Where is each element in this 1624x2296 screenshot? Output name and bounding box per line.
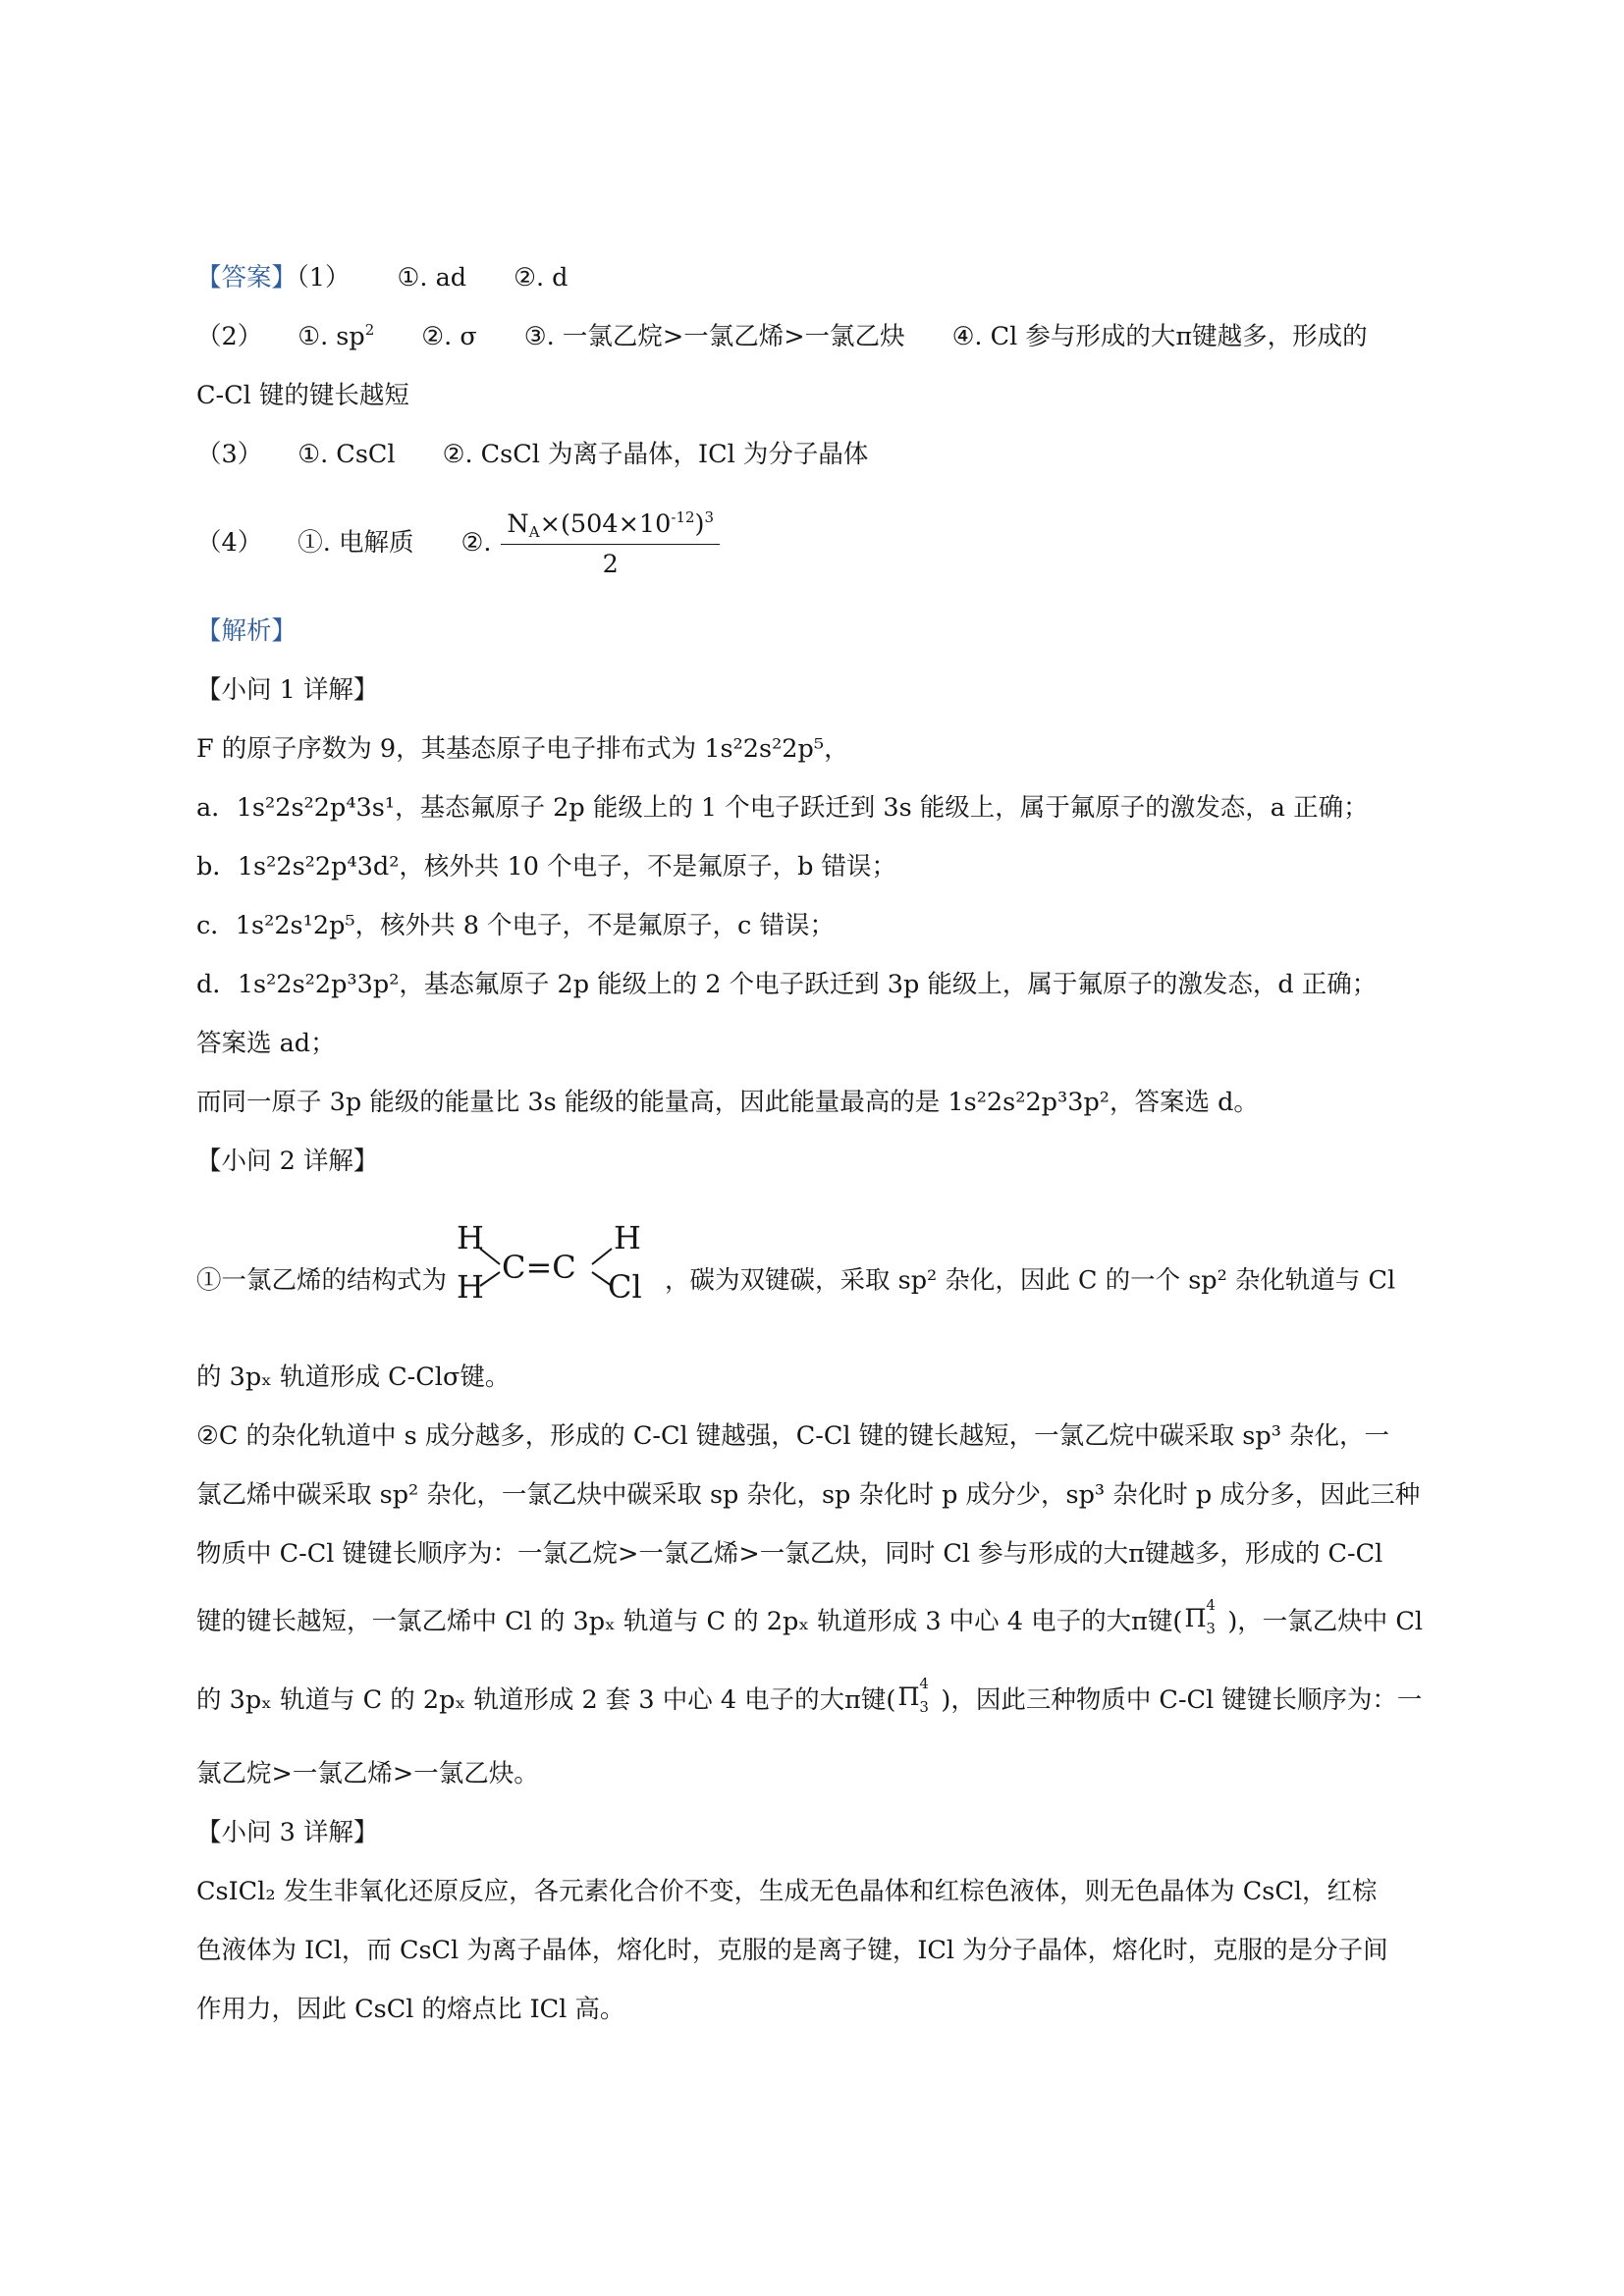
section2-title: 【小问 2 详解】 [196,1147,379,1176]
section3-title: 【小问 3 详解】 [196,1818,379,1847]
answer-q3-num: （3） [196,440,263,469]
answer-q2-line2: C-Cl 键的键长越短 [196,381,409,410]
section2-p2-line3: 物质中 C-Cl 键键长顺序为：一氯乙烷>一氯乙烯>一氯乙炔，同时 Cl 参与形成的大π键越多，形成的 C-Cl [196,1539,1383,1569]
section2-p2-line4: 键的键长越短，一氯乙烯中 Cl 的 3pₓ 轨道与 C 的 2pₓ 轨道形成 3 中心 4 电子的大π键( Π 4 3 )，一氯乙炔中 Cl [196,1596,1424,1637]
section1-option-d: d．1s²2s²2p³3p²，基态氟原子 2p 能级上的 2 个电子跃迁到 3p 能级上，属于氟原子的激发态，d 正确； [196,970,1378,999]
section1-option-b: b．1s²2s²2p⁴3d²，核外共 10 个电子，不是氟原子，b 错误； [196,852,897,881]
answer-q2-line [196,320,1368,353]
answer-q2-num: （2） [196,322,263,351]
section2-p2-line1: ②C 的杂化轨道中 s 成分越多，形成的 C-Cl 键越强，C-Cl 键的键长越短，一氯乙烷中碳采取 sp³ 杂化，一 [196,1421,1390,1451]
answer-q2-d: ④. Cl 参与形成的大π键越多，形成的 [951,322,1368,351]
section2-p2-line2: 氯乙烯中碳采取 sp² 杂化，一氯乙炔中碳采取 sp 杂化，sp 杂化时 p 成分少，sp³ 杂化时 p 成分多，因此三种 [196,1480,1421,1510]
answer-q1-b: ②. d [514,263,568,293]
answer-q1-num: （1） [297,263,351,293]
section2-p1-line2: 的 3pₓ 轨道形成 C-Clσ键。 [196,1362,511,1392]
answer-q2-c: ③. 一氯乙烷>一氯乙烯>一氯乙炔 [523,322,905,351]
vinyl-chloride-structure [453,1219,659,1344]
struct-h2: H [457,1268,484,1306]
answer-q3-line [196,438,868,471]
section2-p2-line6: 氯乙烷>一氯乙烯>一氯乙炔。 [196,1759,539,1789]
section2-p1-post: ，碳为双键碳，采取 sp² 杂化，因此 C 的一个 sp² 杂化轨道与 Cl [665,1265,1396,1296]
fraction-numerator: $N_A\times(504\times 10^{-12})^3$ [501,505,720,545]
answer-q4-a: ①. 电解质 [298,528,414,558]
answer-q2-b: ②. σ [421,322,477,351]
struct-core: C=C [502,1249,576,1286]
answer-q2-a-sup: 2 [364,321,375,339]
section1-option-a: a．1s²2s²2p⁴3s¹，基态氟原子 2p 能级上的 1 个电子跃迁到 3s 能级上，属于氟原子的激发态，a 正确； [196,793,1369,823]
answer-q4-line [196,503,720,584]
pi-bond-notation-1: Π 4 3 [1184,1596,1216,1637]
section3-line1: CsICl₂ 发生非氧化还原反应，各元素化合价不变，生成无色晶体和红棕色液体，则无色晶体为 CsCl，红棕 [196,1877,1378,1906]
section1-conclusion: 而同一原子 3p 能级的能量比 3s 能级的能量高，因此能量最高的是 1s²2s²2p³3p²，答案选 d。 [196,1088,1259,1117]
section1-option-c: c．1s²2s¹2p⁵，核外共 8 个电子，不是氟原子，c 错误； [196,911,835,940]
section1-answer: 答案选 ad； [196,1029,336,1058]
struct-h1: H [457,1219,484,1256]
pi-bond-notation-2: Π 4 3 [897,1675,929,1716]
struct-cl: Cl [608,1268,642,1306]
answer-tag: 【答案】 [196,263,298,293]
section2-p2-line5: 的 3pₓ 轨道与 C 的 2pₓ 轨道形成 2 套 3 中心 4 电子的大π键( Π 4 3 )，因此三种物质中 C-Cl 键键长顺序为：一 [196,1675,1423,1716]
density-fraction [501,505,720,584]
section3-line2: 色液体为 ICl，而 CsCl 为离子晶体，熔化时，克服的是离子键，ICl 为分子晶体，熔化时，克服的是分子间 [196,1936,1388,1965]
section2-p1-pre: ①一氯乙烯的结构式为 [196,1265,448,1296]
answer-q3-a: ①. CsCl [298,440,396,469]
answer-q1-line [196,261,568,294]
answer-q4-b: ②. [460,528,492,558]
answer-q4-num: （4） [196,528,263,558]
answer-q1-a: ①. ad [397,263,467,293]
answer-q3-b: ②. CsCl 为离子晶体，ICl 为分子晶体 [442,440,869,469]
fraction-denominator: 2 [602,549,619,579]
section3-line3: 作用力，因此 CsCl 的熔点比 ICl 高。 [196,1995,625,2024]
section2-structure-line [196,1219,1395,1344]
analysis-tag: 【解析】 [196,616,298,646]
answer-q2-a: ①. sp [298,322,365,351]
section1-line1: F 的原子序数为 9，其基态原子电子排布式为 1s²2s²2p⁵， [196,734,849,764]
struct-h3: H [614,1219,641,1256]
section1-title: 【小问 1 详解】 [196,675,379,705]
